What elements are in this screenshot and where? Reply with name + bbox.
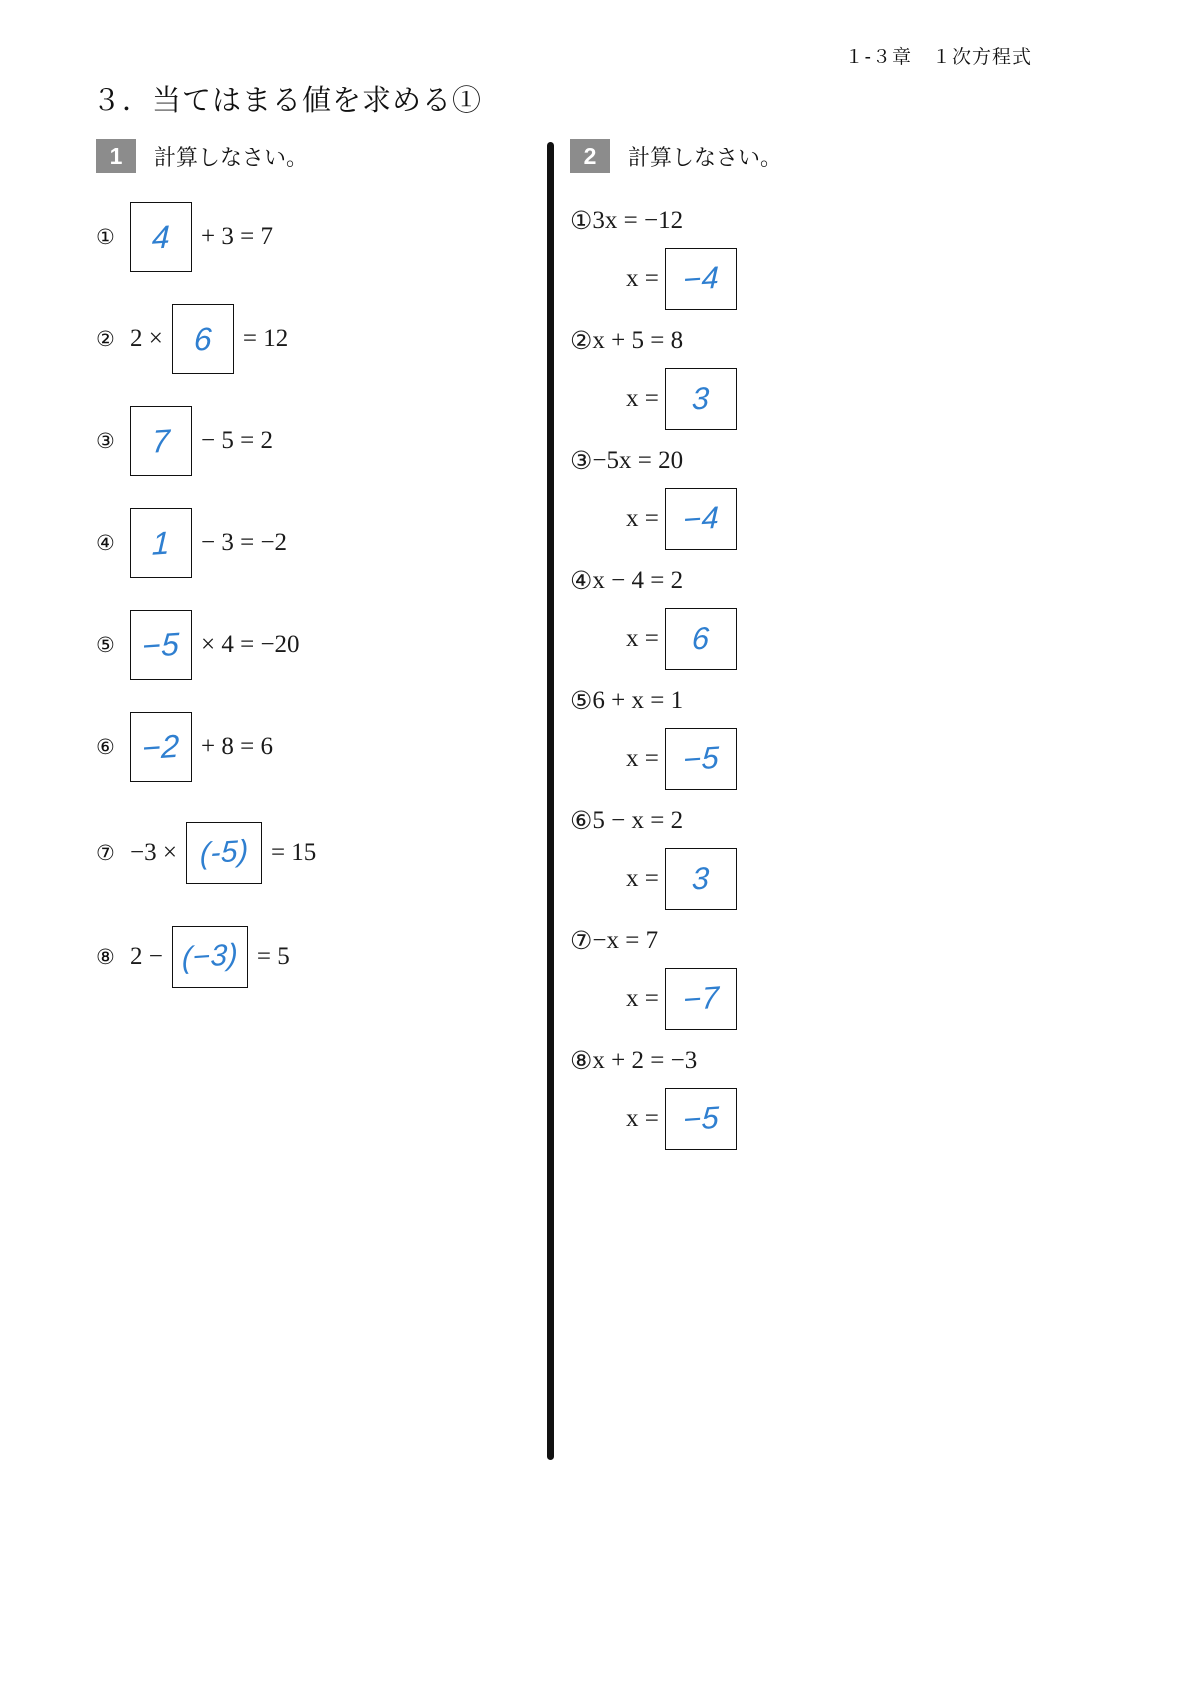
answer-box[interactable]: 3 [665,368,737,430]
equation: x − 4 = 2 [592,567,684,594]
page-title: ３．当てはまる値を求める① [92,85,483,117]
answer-box[interactable]: 1 [130,508,192,578]
answer-box[interactable]: 4 [130,202,192,272]
section-2-instruction: 計算しなさい。 [628,144,783,170]
equation: 5 − x = 2 [592,807,684,834]
problem-marker: ⑦ [96,840,115,865]
problem-marker: ① [96,224,115,249]
problem-1-5 [96,610,526,680]
expression-head: 2 × [130,325,163,352]
section-1-instruction: 計算しなさい。 [154,144,309,170]
problem-2-8 [570,1044,1040,1150]
answer-box[interactable]: 6 [172,304,234,374]
problem-marker: ⑧ [570,1048,593,1075]
expression-head: 2 − [130,943,163,970]
problem-1-3 [96,406,526,476]
answer-box[interactable]: −5 [665,728,737,790]
problem-2-5 [570,684,1040,790]
answer-box[interactable]: −7 [665,968,737,1030]
problem-1-7 [96,822,526,884]
problem-marker: ④ [570,568,593,595]
answer-box[interactable]: −4 [665,248,737,310]
answer-box[interactable]: (-5) [186,822,262,884]
problem-2-6 [570,804,1040,910]
problem-marker: ⑥ [570,808,593,835]
section-1 [96,138,526,1020]
section-1-badge: 1 [96,139,136,173]
section-1-header [96,138,526,174]
problem-marker: ⑤ [570,688,593,715]
equation: 6 + x = 1 [592,687,684,714]
equation: x + 2 = −3 [592,1047,698,1074]
section-2 [570,138,1040,1164]
problem-1-6 [96,712,526,782]
section-1-problem-list [96,202,526,988]
answer-box[interactable]: 3 [665,848,737,910]
problem-1-4 [96,508,526,578]
expression-tail: + 8 = 6 [201,733,273,760]
answer-box[interactable]: 7 [130,406,192,476]
problem-marker: ④ [96,530,115,555]
problem-1-8 [96,926,526,988]
answer-box[interactable]: −4 [665,488,737,550]
equation: −x = 7 [592,927,659,954]
answer-label: x = [626,985,659,1012]
problem-2-1 [570,204,1040,310]
problem-2-3 [570,444,1040,550]
section-2-header [570,138,1040,174]
section-2-problem-list [570,204,1040,1150]
problem-marker: ③ [570,448,593,475]
expression-tail: + 3 = 7 [201,223,273,250]
expression-tail: × 4 = −20 [201,631,300,658]
expression-tail: − 5 = 2 [201,427,273,454]
equation: −5x = 20 [592,447,684,474]
answer-box[interactable]: −5 [130,610,192,680]
problem-marker: ② [96,326,115,351]
expression-tail: = 12 [242,325,289,352]
problem-marker: ② [570,328,593,355]
problem-marker: ⑧ [96,944,115,969]
problem-marker: ⑤ [96,632,115,657]
expression-tail: − 3 = −2 [201,529,288,556]
answer-label: x = [626,385,659,412]
problem-1-2 [96,304,526,374]
problem-marker: ① [570,208,593,235]
expression-tail: = 5 [256,943,290,970]
answer-label: x = [626,265,659,292]
problem-marker: ⑥ [96,734,115,759]
answer-label: x = [626,745,659,772]
answer-box[interactable]: −2 [130,712,192,782]
chapter-header: １-３章 １次方程式 [844,47,1032,68]
problem-2-4 [570,564,1040,670]
answer-box[interactable]: −5 [665,1088,737,1150]
answer-box[interactable]: (−3) [172,926,248,988]
equation: 3x = −12 [592,207,684,234]
problem-marker: ③ [96,428,115,453]
answer-box[interactable]: 6 [665,608,737,670]
problem-2-2 [570,324,1040,430]
section-2-badge: 2 [570,139,610,173]
equation: x + 5 = 8 [592,327,684,354]
answer-label: x = [626,1105,659,1132]
problem-2-7 [570,924,1040,1030]
expression-head: −3 × [130,839,177,866]
column-divider [547,142,554,1460]
problem-marker: ⑦ [570,928,593,955]
expression-tail: = 15 [270,839,317,866]
answer-label: x = [626,505,659,532]
answer-label: x = [626,625,659,652]
answer-label: x = [626,865,659,892]
problem-1-1 [96,202,526,272]
